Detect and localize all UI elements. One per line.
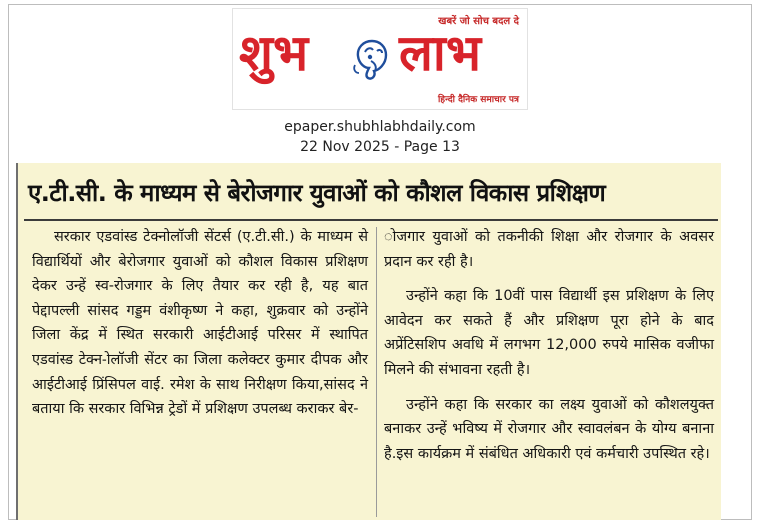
headline-rule [24, 219, 718, 221]
article-column-2 [384, 225, 714, 466]
masthead-title-left: शुभ [239, 23, 309, 82]
article-headline: ए.टी.सी. के माध्यम से बेरोजगार युवाओं को कौशल विकास प्रशिक्षण [28, 179, 606, 207]
paragraph: उन्होंने कहा कि सरकार का लक्ष्य युवाओं को कौशलयुक्त बनाकर उन्हें भविष्य में रोजगार और स्वावलंबन के योग्य बनाना है.इस कार्यक्रम में संबंधित अधिकारी एवं कर्मचारी उपस्थित रहे। [384, 396, 714, 462]
masthead-subtitle: हिन्दी दैनिक समाचार पत्र [437, 95, 519, 105]
paragraph: उन्होंने कहा कि 10वीं पास विद्यार्थी इस प्रशिक्षण के लिए आवेदन कर सकते हैं और प्रशिक्षण पूरा होने के बाद अप्रेंटिसशिप अवधि में लगभग 12,000 रुपये मासिक वजीफा मिलने की संभावना रहती है। [384, 288, 714, 378]
paragraph: ोजगार युवाओं को तकनीकी शिक्षा और रोजगार के अवसर प्रदान कर रही है। [384, 229, 714, 270]
column-divider [376, 227, 377, 517]
masthead-tagline: खबरें जो सोच बदल दे [438, 16, 519, 27]
source-url: epaper.shubhlabhdaily.com [284, 119, 476, 135]
article-column-1 [32, 225, 368, 422]
newspaper-masthead [232, 8, 528, 110]
article-clipping [16, 163, 721, 520]
date-page-label: 22 Nov 2025 - Page 13 [300, 139, 460, 155]
paragraph: सरकार एडवांस्ड टेक्नोलॉजी सेंटर्स (ए.टी.सी.) के माध्यम से विद्यार्थियों और बेरोजगार युवाओं को कौशल विकास प्रशिक्षण देकर उन्हें स्व-रोजगार के लिए तैयार कर रही है, यह बात पेद्दापल्ली सांसद गड्डम वंशीकृष्ण ने कहा, शुक्रवार को उन्होंने जिला केंद्र में स्थित सरकारी आईटीआई परिसर में स्थापित एडवांस्ड टेक्न-ोलॉजी सेंटर का जिला कलेक्टर कुमार दीपक और आईटीआई प्रिंसिपल वाई. रमेश के साथ निरीक्षण किया,सांसद ने बताया कि सरकार विभिन्न ट्रेडों में प्रशिक्षण उपलब्ध कराकर बेर- [32, 229, 368, 418]
ganesha-logo-icon [349, 37, 395, 81]
masthead-title-right: लाभ [399, 23, 481, 82]
